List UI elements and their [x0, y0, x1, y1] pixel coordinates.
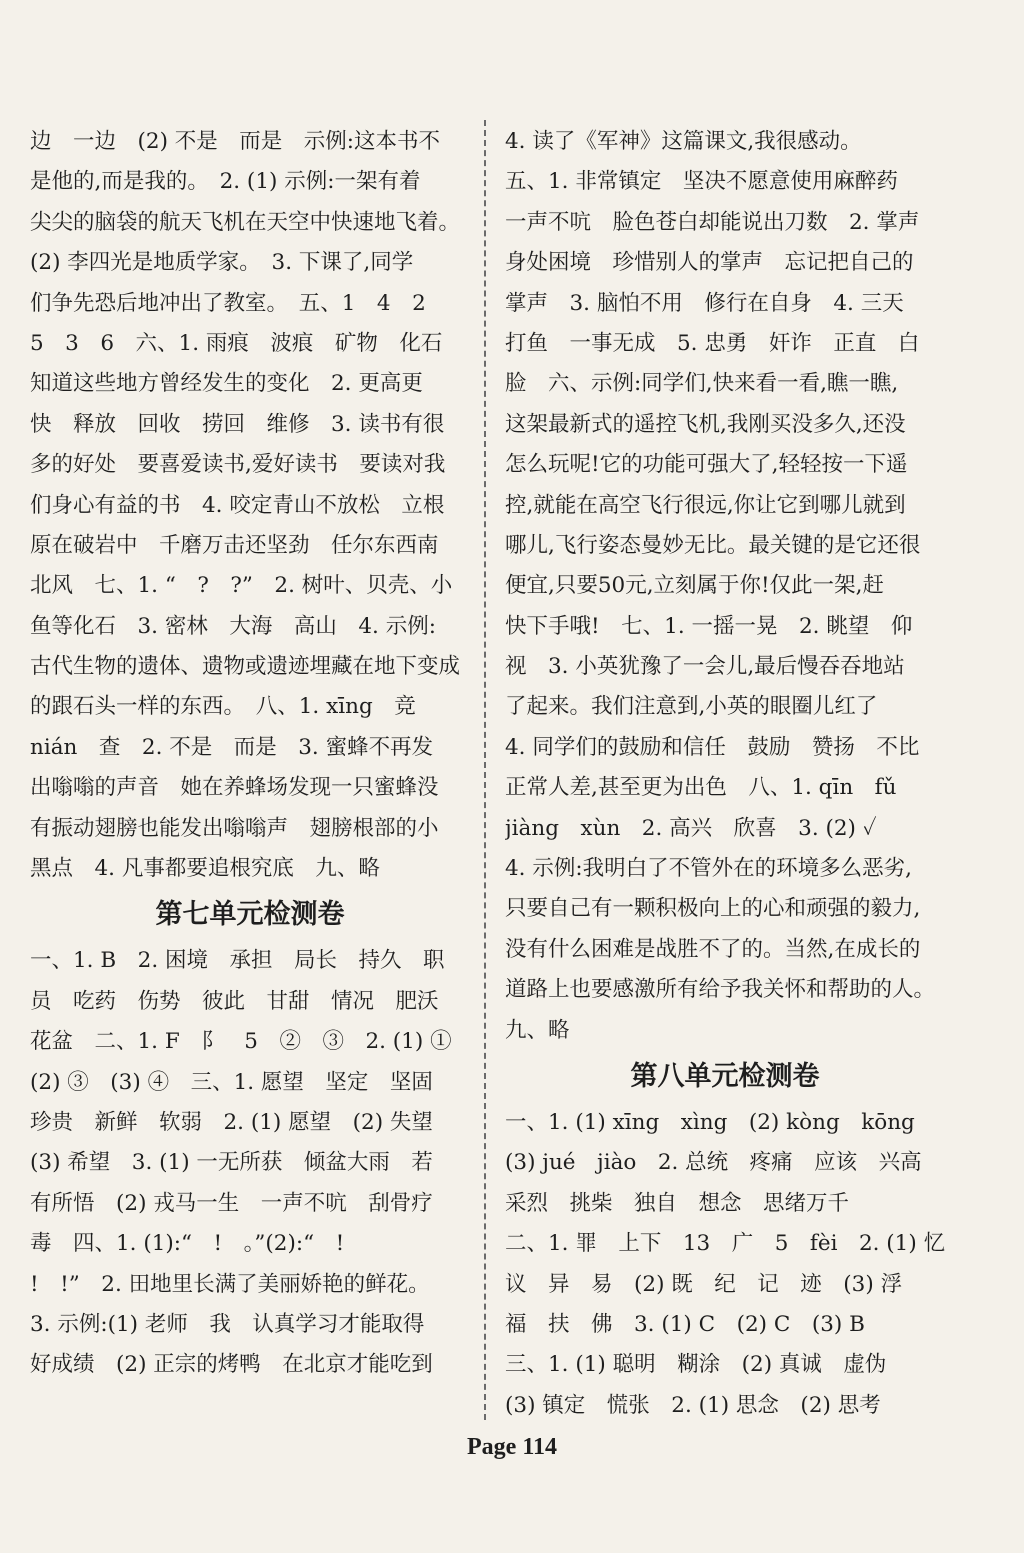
text-line: 采烈 挑柴 独自 想念 思绪万千	[505, 1190, 850, 1216]
text-line: 了起来。我们注意到,小英的眼圈儿红了	[505, 694, 878, 720]
text-line: 一、1. B 2. 困境 承担 局长 持久 职	[30, 948, 445, 974]
text-line: 有所悟 (2) 戎马一生 一声不吭 刮骨疗	[30, 1190, 433, 1216]
text-line: 快下手哦! 七、1. 一摇一晃 2. 眺望 仰	[505, 613, 913, 639]
text-line: 的跟石头一样的东西。 八、1. xīng 竞	[30, 694, 416, 720]
text-line: 是他的,而是我的。 2. (1) 示例:一架有着	[30, 169, 421, 195]
text-line: 4. 同学们的鼓励和信任 鼓励 赞扬 不比	[505, 734, 920, 760]
text-line: 快 释放 回收 捞回 维修 3. 读书有很	[30, 411, 445, 437]
right-column	[505, 122, 945, 1426]
text-line: 打鱼 一事无成 5. 忠勇 奸诈 正直 白	[505, 330, 920, 356]
text-line: 道路上也要感激所有给予我关怀和帮助的人。	[505, 977, 936, 1003]
text-line: 议 异 易 (2) 既 纪 记 迹 (3) 浮	[505, 1271, 903, 1297]
text-line: 五、1. 非常镇定 坚决不愿意使用麻醉药	[505, 169, 898, 195]
text-line: 一、1. (1) xīng xìng (2) kòng kōng	[505, 1109, 915, 1135]
text-line: 便宜,只要50元,立刻属于你!仅此一架,赶	[505, 573, 885, 599]
text-line: ! !” 2. 田地里长满了美丽娇艳的鲜花。	[30, 1271, 430, 1297]
text-line: 5 3 6 六、1. 雨痕 波痕 矿物 化石	[30, 330, 443, 356]
text-line: 原在破岩中 千磨万击还坚劲 任尔东西南	[30, 532, 439, 558]
text-line: (3) jué jiào 2. 总统 疼痛 应该 兴高	[505, 1150, 922, 1176]
text-line: 边 一边 (2) 不是 而是 示例:这本书不	[30, 129, 441, 154]
text-line: 花盆 二、1. F 阝 5 ② ③ 2. (1) ①	[30, 1029, 452, 1055]
text-line: 黑点 4. 凡事都要追根究底 九、略	[30, 856, 380, 882]
text-line: 珍贵 新鲜 软弱 2. (1) 愿望 (2) 失望	[30, 1109, 433, 1135]
text-line: 二、1. 罪 上下 13 广 5 fèi 2. (1) 忆	[505, 1231, 945, 1257]
text-line: 正常人差,甚至更为出色 八、1. qīn fǔ	[505, 775, 897, 801]
text-line: 们争先恐后地冲出了教室。 五、1 4 2	[30, 290, 426, 316]
text-line: 没有什么困难是战胜不了的。当然,在成长的	[505, 936, 921, 962]
text-line: 北风 七、1. “ ? ?” 2. 树叶、贝壳、小	[30, 573, 453, 599]
text-line: 4. 示例:我明白了不管外在的环境多么恶劣,	[505, 856, 912, 882]
page-number: 114	[522, 1434, 557, 1460]
left-column	[30, 122, 470, 1386]
text-line: 好成绩 (2) 正宗的烤鸭 在北京才能吃到	[30, 1352, 433, 1378]
text-line: 古代生物的遗体、遗物或遗迹埋藏在地下变成	[30, 654, 461, 680]
text-line: 三、1. (1) 聪明 糊涂 (2) 真诚 虚伪	[505, 1352, 887, 1378]
text-line: 这架最新式的遥控飞机,我刚买没多久,还没	[505, 411, 906, 437]
text-line: 控,就能在高空飞行很远,你让它到哪儿就到	[505, 492, 906, 518]
page-footer	[0, 1434, 1024, 1461]
text-line: 哪儿,飞行姿态曼妙无比。最关键的是它还很	[505, 532, 921, 558]
text-line: 3. 示例:(1) 老师 我 认真学习才能取得	[30, 1311, 425, 1337]
text-line: 出嗡嗡的声音 她在养蜂场发现一只蜜蜂没	[30, 775, 439, 801]
text-line: 多的好处 要喜爱读书,爱好读书 要读对我	[30, 452, 446, 478]
page-label: Page	[467, 1434, 517, 1460]
text-line: 4. 读了《军神》这篇课文,我很感动。	[505, 129, 862, 154]
text-line: 一声不吭 脸色苍白却能说出刀数 2. 掌声	[505, 209, 920, 235]
text-line: (3) 希望 3. (1) 一无所获 倾盆大雨 若	[30, 1150, 433, 1176]
text-line: 只要自己有一颗积极向上的心和顽强的毅力,	[505, 896, 921, 922]
text-line: (2) 李四光是地质学家。 3. 下课了,同学	[30, 250, 414, 276]
text-line: 鱼等化石 3. 密林 大海 高山 4. 示例:	[30, 613, 436, 639]
text-line: 脸 六、示例:同学们,快来看一看,瞧一瞧,	[505, 371, 899, 397]
text-line: 尖尖的脑袋的航天飞机在天空中快速地飞着。	[30, 209, 461, 235]
text-line: 九、略	[505, 1017, 570, 1043]
section-heading: 第八单元检测卷	[630, 1060, 820, 1092]
column-divider	[484, 120, 486, 1420]
text-line: 员 吃药 伤势 彼此 甘甜 情况 肥沃	[30, 988, 439, 1014]
text-line: jiàng xùn 2. 高兴 欣喜 3. (2) ✓	[505, 815, 877, 841]
text-line: 掌声 3. 脑怕不用 修行在自身 4. 三天	[505, 290, 904, 316]
text-line: 怎么玩呢!它的功能可强大了,轻轻按一下遥	[505, 452, 908, 478]
text-line: (3) 镇定 慌张 2. (1) 思念 (2) 思考	[505, 1392, 881, 1418]
text-line: 身处困境 珍惜别人的掌声 忘记把自己的	[505, 250, 914, 276]
text-line: 视 3. 小英犹豫了一会儿,最后慢吞吞地站	[505, 654, 905, 680]
text-line: 福 扶 佛 3. (1) C (2) C (3) B	[505, 1311, 865, 1337]
text-line: nián 查 2. 不是 而是 3. 蜜蜂不再发	[30, 734, 434, 760]
text-line: 们身心有益的书 4. 咬定青山不放松 立根	[30, 492, 445, 518]
text-line: 毒 四、1. (1):“ ! 。”(2):“ !	[30, 1231, 345, 1257]
text-line: 有振动翅膀也能发出嗡嗡声 翅膀根部的小	[30, 815, 439, 841]
text-line: (2) ③ (3) ④ 三、1. 愿望 坚定 坚固	[30, 1069, 433, 1095]
section-heading: 第七单元检测卷	[155, 899, 345, 931]
text-line: 知道这些地方曾经发生的变化 2. 更高更	[30, 371, 423, 397]
